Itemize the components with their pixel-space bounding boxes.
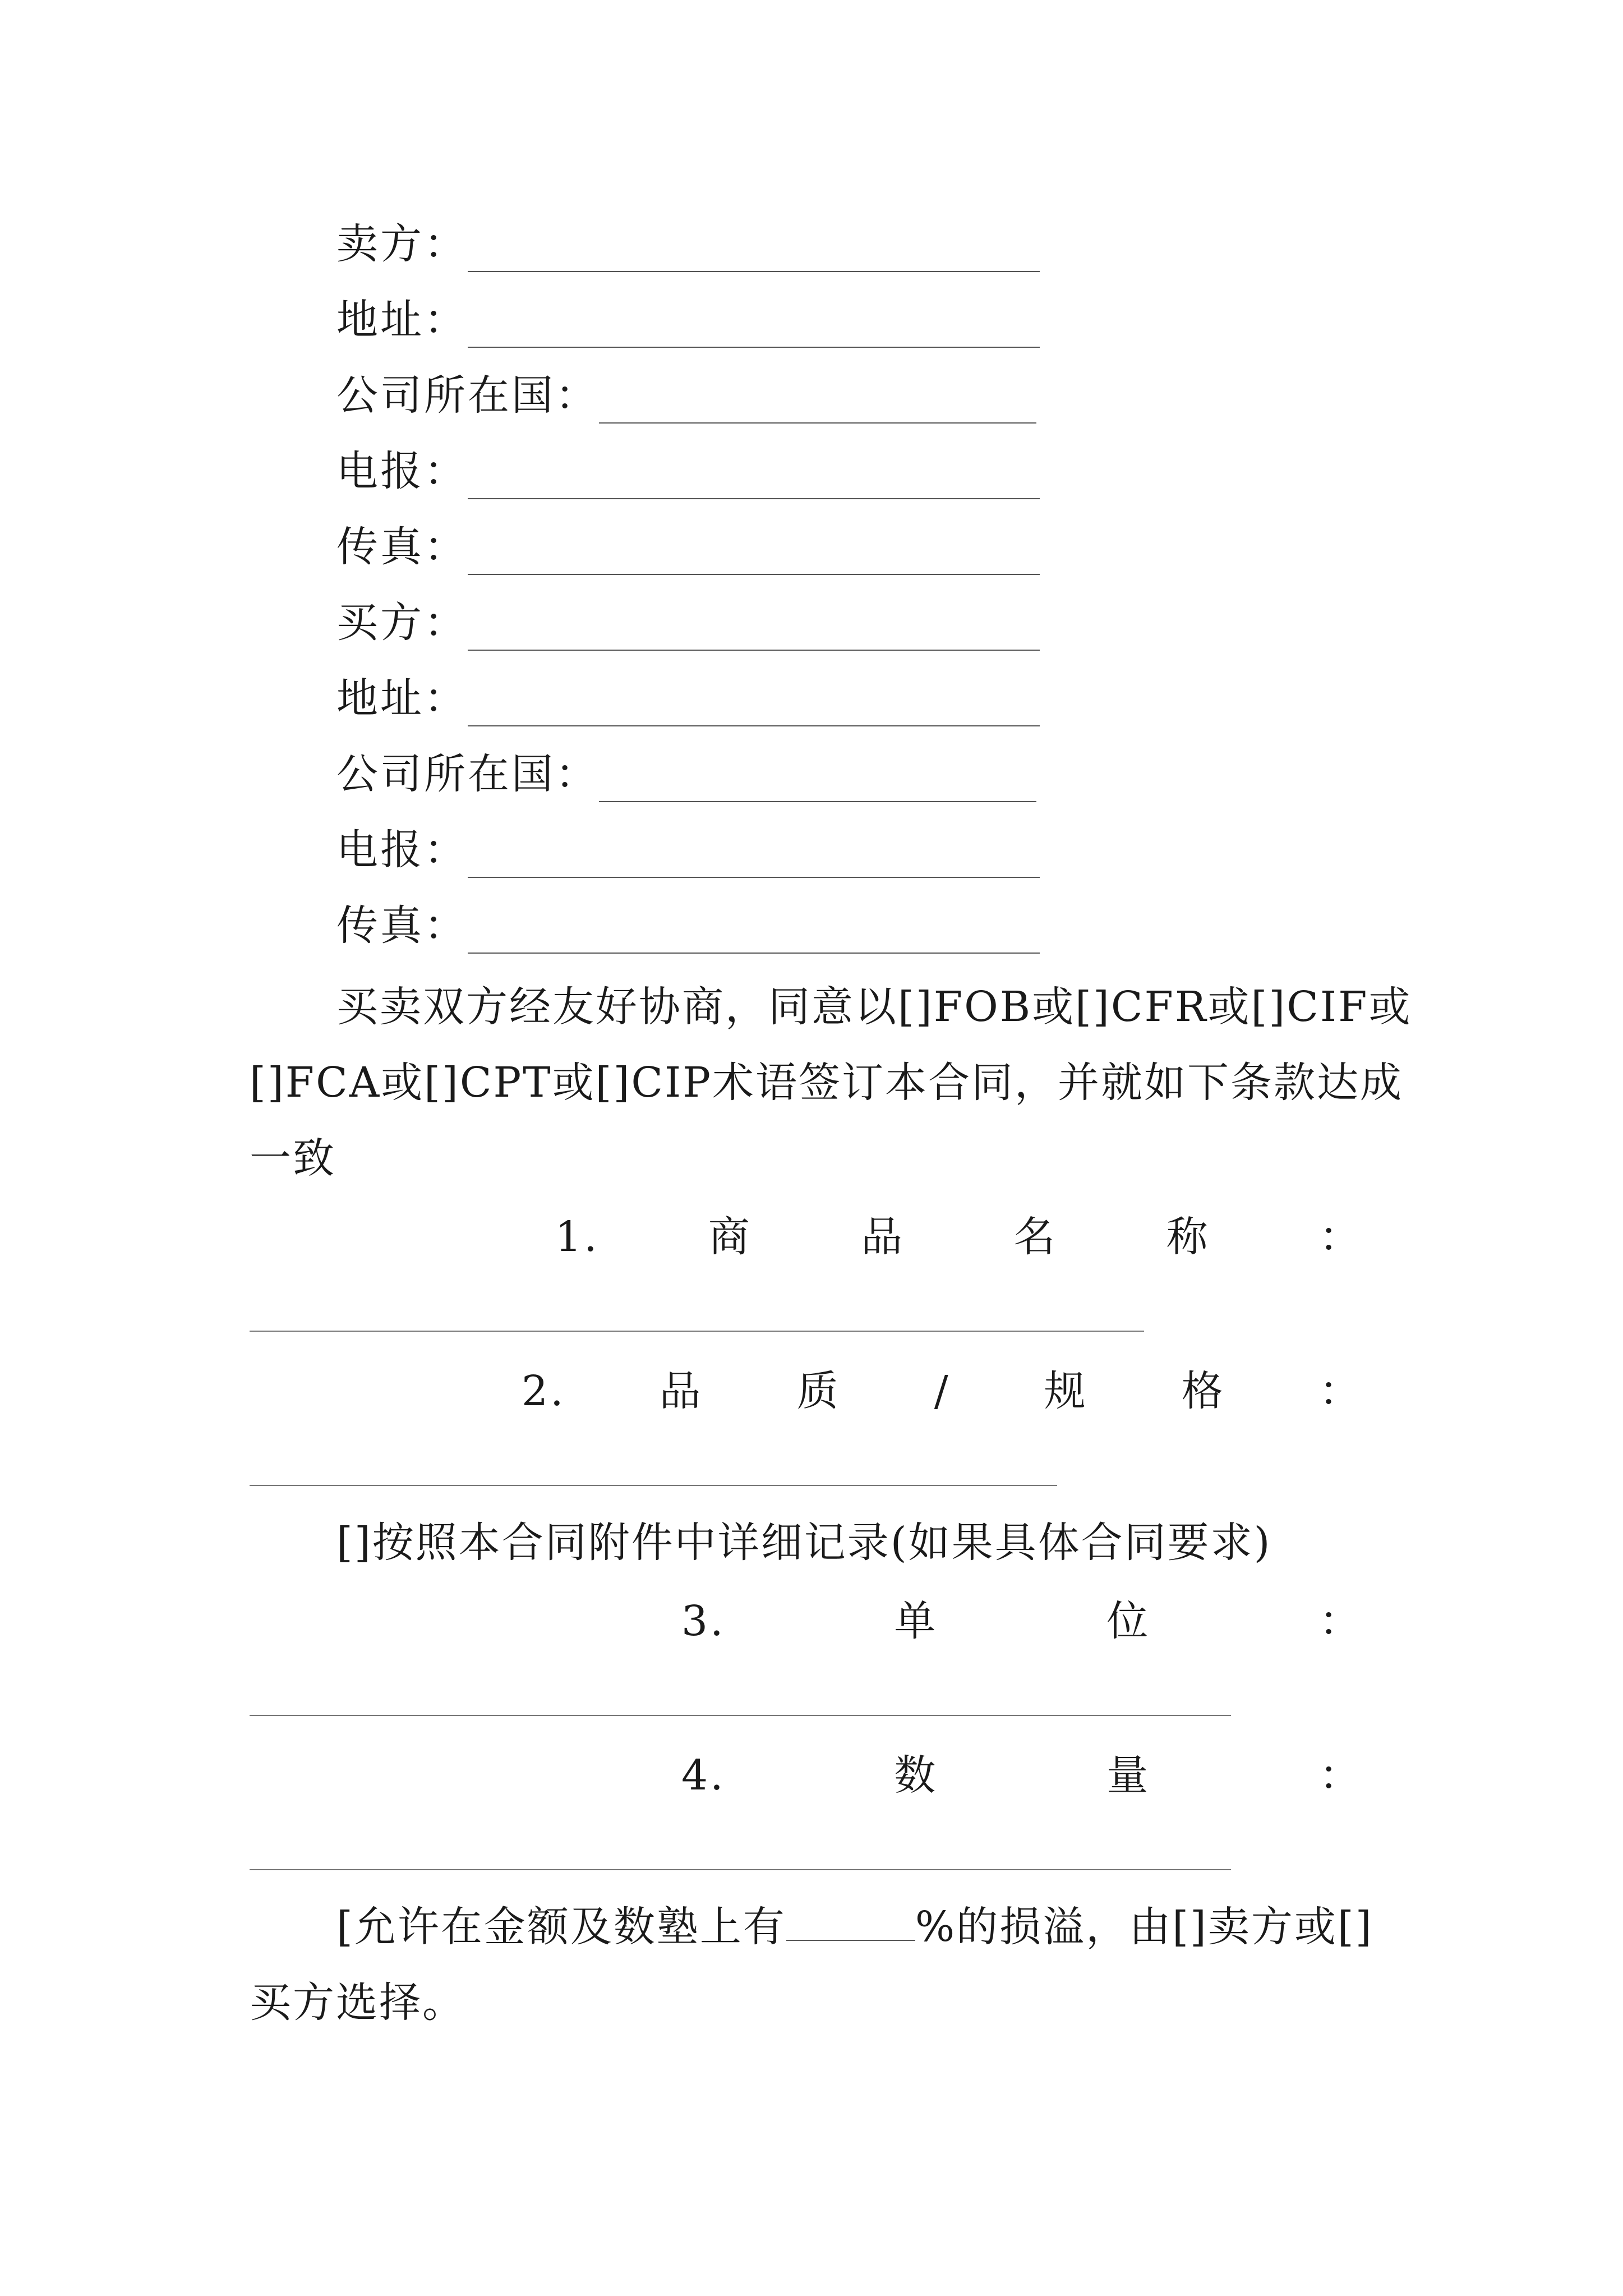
item4-char: 量 [1106, 1751, 1151, 1800]
item-quality-spec [522, 1363, 1363, 1419]
buyer-fax-label: 传真： [336, 901, 468, 950]
seller-country-field [336, 367, 1036, 424]
item3-number: 3. [681, 1597, 726, 1645]
buyer-name-blank[interactable] [468, 610, 1040, 651]
seller-label: 卖方： [336, 220, 468, 268]
buyer-country-label: 公司所在国： [336, 750, 599, 798]
buyer-name-field [336, 595, 1040, 651]
item1-char: 品 [861, 1213, 905, 1261]
tolerance-suffix: %的损溢，由[]卖方或[] [915, 1903, 1373, 1951]
item1-number: 1. [555, 1213, 600, 1261]
item-commodity-name [555, 1209, 1363, 1265]
seller-fax-field [336, 519, 1040, 575]
item1-blank-rule[interactable] [250, 1331, 1144, 1332]
buyer-telegram-field [336, 822, 1040, 878]
item2-char: 质 [796, 1367, 841, 1415]
seller-name-field [336, 216, 1040, 272]
seller-telegram-label: 电报： [336, 447, 468, 495]
seller-address-field [336, 292, 1040, 348]
intro-line-3: 一致 [250, 1134, 336, 1182]
item2-note: []按照本合同附件中详细记录(如果具体合同要求) [336, 1519, 1272, 1567]
tolerance-line-1 [336, 1899, 1402, 1955]
seller-country-label: 公司所在国： [336, 371, 599, 420]
item2-char: 规 [1044, 1367, 1088, 1415]
buyer-address-blank[interactable] [468, 686, 1040, 726]
item1-colon: ： [1318, 1213, 1363, 1261]
buyer-address-label: 地址： [336, 674, 468, 723]
tolerance-percent-blank[interactable] [786, 1902, 915, 1941]
seller-address-label: 地址： [336, 296, 468, 344]
item2-char: 品 [659, 1367, 703, 1415]
seller-telegram-field [336, 443, 1040, 499]
seller-address-blank[interactable] [468, 307, 1040, 348]
item1-char: 名 [1013, 1213, 1058, 1261]
item4-blank-rule[interactable] [250, 1869, 1231, 1870]
item4-number: 4. [681, 1751, 726, 1800]
buyer-fax-blank[interactable] [468, 913, 1040, 954]
item2-char: 格 [1181, 1367, 1225, 1415]
item2-number: 2. [522, 1367, 566, 1415]
item-unit [681, 1593, 1363, 1649]
seller-country-blank[interactable] [599, 383, 1036, 424]
buyer-address-field [336, 670, 1040, 726]
buyer-telegram-blank[interactable] [468, 838, 1040, 878]
intro-line-2: []FCA或[]CPT或[]CIP术语签订本合同，并就如下条款达成 [250, 1059, 1404, 1107]
intro-line-1: 买卖双方经友好协商，同意以[]FOB或[]CFR或[]CIF或 [336, 983, 1412, 1031]
item1-char: 称 [1166, 1213, 1210, 1261]
item3-char: 单 [894, 1597, 938, 1645]
seller-telegram-blank[interactable] [468, 459, 1040, 499]
seller-fax-label: 传真： [336, 523, 468, 571]
buyer-telegram-label: 电报： [336, 826, 468, 874]
item-quantity [681, 1747, 1363, 1803]
item4-char: 数 [894, 1751, 938, 1800]
item3-blank-rule[interactable] [250, 1715, 1231, 1716]
tolerance-prefix: [允许在金额及数塾上有 [336, 1903, 786, 1951]
tolerance-line-2: 买方选择。 [250, 1978, 465, 2027]
seller-fax-blank[interactable] [468, 535, 1040, 575]
item1-char: 商 [708, 1213, 752, 1261]
item3-colon: ： [1319, 1597, 1363, 1645]
item4-colon: ： [1319, 1751, 1363, 1800]
seller-name-blank[interactable] [468, 232, 1040, 272]
buyer-fax-field [336, 898, 1040, 954]
item3-char: 位 [1106, 1597, 1151, 1645]
buyer-country-blank[interactable] [599, 762, 1036, 802]
buyer-label: 买方： [336, 599, 468, 647]
item2-colon: ： [1318, 1367, 1363, 1415]
buyer-country-field [336, 746, 1036, 802]
item2-char: / [934, 1367, 951, 1415]
item2-blank-rule[interactable] [250, 1485, 1057, 1486]
